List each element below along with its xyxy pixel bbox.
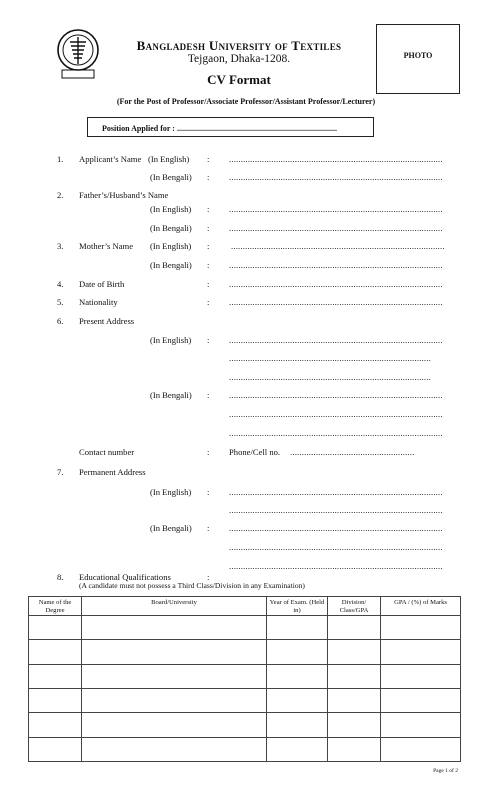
- permanent-address-label: Permanent Address: [79, 467, 146, 477]
- in-english-label: (In English): [150, 487, 192, 497]
- table-cell[interactable]: [381, 664, 461, 688]
- permanent-address-english-line-2[interactable]: ...........................................................................................: [229, 505, 443, 515]
- colon: :: [207, 172, 210, 182]
- colon: :: [207, 297, 210, 307]
- date-of-birth-field[interactable]: ...........................................................................................: [229, 279, 443, 289]
- father-name-bengali-field[interactable]: ...........................................................................................: [229, 223, 443, 233]
- table-cell[interactable]: [381, 688, 461, 712]
- in-bengali-label: (In Bengali): [150, 260, 192, 270]
- position-dots: ................................................................................: [176, 124, 337, 133]
- column-header: Board/University: [82, 597, 267, 616]
- table-cell[interactable]: [29, 664, 82, 688]
- permanent-address-bengali-line-2[interactable]: ...........................................................................................: [229, 542, 443, 552]
- mother-name-english-field[interactable]: ...........................................................................................: [231, 241, 445, 251]
- table-cell[interactable]: [381, 713, 461, 737]
- item-number: 6.: [57, 316, 64, 326]
- item-number: 4.: [57, 279, 64, 289]
- item-number: 2.: [57, 190, 64, 200]
- colon: :: [207, 260, 210, 270]
- applicant-name-bengali-field[interactable]: ...........................................................................................: [229, 172, 443, 182]
- colon: :: [207, 487, 210, 497]
- present-address-bengali-line-1[interactable]: ...........................................................................................: [229, 390, 443, 400]
- in-bengali-label: (In Bengali): [150, 223, 192, 233]
- permanent-address-bengali-line-3[interactable]: ...........................................................................................: [229, 561, 443, 571]
- table-cell[interactable]: [267, 713, 328, 737]
- position-label: Position Applied for :: [102, 124, 177, 133]
- column-header: Year of Exam. (Held in): [267, 597, 328, 616]
- table-cell[interactable]: [328, 640, 381, 664]
- table-cell[interactable]: [267, 616, 328, 640]
- table-cell[interactable]: [29, 640, 82, 664]
- contact-number-label: Contact number: [79, 447, 135, 457]
- present-address-bengali-line-3[interactable]: ...........................................................................................: [229, 428, 443, 438]
- colon: :: [207, 154, 210, 164]
- table-cell[interactable]: [267, 640, 328, 664]
- date-of-birth-label: Date of Birth: [79, 279, 125, 289]
- photo-box[interactable]: [376, 24, 460, 94]
- table-cell[interactable]: [328, 616, 381, 640]
- present-address-label: Present Address: [79, 316, 135, 326]
- father-name-english-field[interactable]: ...........................................................................................: [229, 204, 443, 214]
- item-number: 7.: [57, 467, 64, 477]
- table-cell[interactable]: [82, 713, 267, 737]
- page-number: Page 1 of 2: [433, 768, 458, 774]
- column-header: Division/ Class/GPA: [328, 597, 381, 616]
- table-row: [29, 688, 461, 712]
- in-english-label: (In English): [150, 204, 192, 214]
- form-title: CV Format: [207, 72, 271, 87]
- colon: :: [207, 279, 210, 289]
- in-bengali-label: (In Bengali): [150, 390, 192, 400]
- in-bengali-label: (In Bengali): [150, 523, 192, 533]
- table-cell[interactable]: [267, 664, 328, 688]
- item-number: 1.: [57, 154, 64, 164]
- table-header-row: [29, 597, 461, 616]
- table-row: [29, 664, 461, 688]
- in-english-label: (In English): [150, 241, 192, 251]
- present-address-english-line-2[interactable]: ......................................................................................: [229, 353, 431, 363]
- item-number: 5.: [57, 297, 64, 307]
- university-address: Tejgaon, Dhaka-1208.: [187, 53, 291, 65]
- in-english-label: (In English): [150, 335, 192, 345]
- table-cell[interactable]: [328, 737, 381, 761]
- table-cell[interactable]: [29, 737, 82, 761]
- column-header: GPA / (%) of Marks: [381, 597, 461, 616]
- table-row: [29, 713, 461, 737]
- position-applied-field[interactable]: [87, 117, 374, 137]
- applicant-name-label: Applicant’s Name: [79, 154, 142, 164]
- educational-qualifications-label: Educational Qualifications: [79, 572, 171, 582]
- present-address-bengali-line-2[interactable]: ...........................................................................................: [229, 409, 443, 419]
- permanent-address-english-line-1[interactable]: ...........................................................................................: [229, 487, 443, 497]
- column-header: Name of the Degree: [29, 597, 82, 616]
- table-cell[interactable]: [82, 616, 267, 640]
- item-number: 8.: [57, 572, 64, 582]
- table-cell[interactable]: [82, 640, 267, 664]
- form-subtitle: (For the Post of Professor/Associate Professor/Assistant Professor/Lecturer): [116, 97, 376, 106]
- colon: :: [207, 335, 210, 345]
- university-logo: [56, 28, 100, 80]
- table-cell[interactable]: [29, 713, 82, 737]
- mother-name-label: Mother’s Name: [79, 241, 134, 251]
- phone-cell-field[interactable]: .....................................................: [290, 447, 415, 457]
- applicant-name-english-field[interactable]: ...........................................................................................: [229, 154, 443, 164]
- table-cell[interactable]: [381, 737, 461, 761]
- table-row: [29, 616, 461, 640]
- table-cell[interactable]: [381, 640, 461, 664]
- colon: :: [207, 223, 210, 233]
- table-cell[interactable]: [29, 616, 82, 640]
- table-cell[interactable]: [328, 713, 381, 737]
- permanent-address-bengali-line-1[interactable]: ...........................................................................................: [229, 523, 443, 533]
- table-row: [29, 640, 461, 664]
- table-cell[interactable]: [267, 737, 328, 761]
- in-english-label: (In English): [148, 154, 190, 164]
- table-cell[interactable]: [82, 664, 267, 688]
- colon: :: [207, 523, 210, 533]
- table-cell[interactable]: [82, 737, 267, 761]
- university-name: Bangladesh University of Textiles: [136, 38, 342, 53]
- present-address-english-line-1[interactable]: ...........................................................................................: [229, 335, 443, 345]
- photo-label: PHOTO: [403, 51, 433, 60]
- table-cell[interactable]: [29, 688, 82, 712]
- table-cell[interactable]: [328, 664, 381, 688]
- table-cell[interactable]: [381, 616, 461, 640]
- colon: :: [207, 241, 210, 251]
- item-number: 3.: [57, 241, 64, 251]
- present-address-english-line-3[interactable]: ......................................................................................: [229, 372, 431, 382]
- in-bengali-label: (In Bengali): [150, 172, 192, 182]
- nationality-label: Nationality: [79, 297, 118, 307]
- table-cell[interactable]: [267, 688, 328, 712]
- table-cell[interactable]: [82, 688, 267, 712]
- colon: :: [207, 204, 210, 214]
- father-husband-name-label: Father’s/Husband’s Name: [79, 190, 169, 200]
- table-row: [29, 737, 461, 761]
- colon: :: [207, 390, 210, 400]
- colon: :: [207, 572, 210, 582]
- mother-name-bengali-field[interactable]: ...........................................................................................: [229, 260, 443, 270]
- educational-qualifications-note: (A candidate must not possess a Third Class/Division in any Examination): [79, 581, 305, 590]
- colon: :: [207, 447, 210, 457]
- nationality-field[interactable]: ...........................................................................................: [229, 297, 443, 307]
- table-cell[interactable]: [328, 688, 381, 712]
- education-table: [28, 596, 461, 762]
- phone-cell-label: Phone/Cell no.: [229, 447, 281, 457]
